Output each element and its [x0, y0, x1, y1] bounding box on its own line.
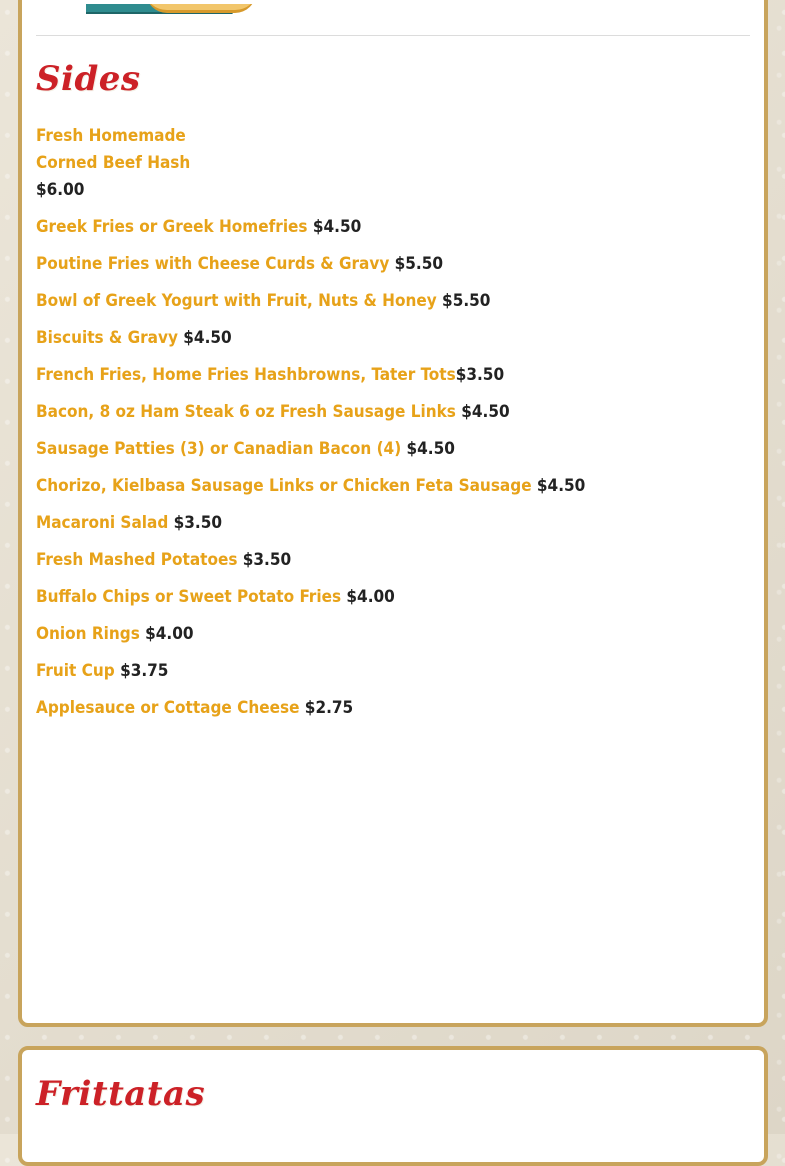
- menu-item-name: Greek Fries or Greek Homefries: [36, 217, 308, 237]
- menu-item-name: Biscuits & Gravy: [36, 328, 178, 348]
- sides-menu-list: [36, 123, 750, 732]
- frittatas-title: Frittatas: [36, 1074, 206, 1114]
- menu-item: [36, 214, 750, 241]
- menu-item-price: $5.50: [394, 254, 444, 274]
- menu-item: [36, 510, 750, 537]
- menu-item-name: Fresh Homemade Corned Beef Hash: [36, 126, 191, 173]
- menu-item-name: Bowl of Greek Yogurt with Fruit, Nuts & Honey: [36, 291, 437, 311]
- menu-item-price: $4.00: [346, 587, 395, 607]
- menu-item-name: Fruit Cup: [36, 661, 115, 681]
- menu-item-price: $3.50: [173, 513, 222, 533]
- menu-item-price: $4.50: [461, 402, 510, 422]
- menu-item-name: Poutine Fries with Cheese Curds & Gravy: [36, 254, 390, 274]
- menu-item-name: Chorizo, Kielbasa Sausage Links or Chicken Feta Sausage: [36, 476, 532, 496]
- menu-item: [36, 658, 750, 685]
- menu-item-name: Bacon, 8 oz Ham Steak 6 oz Fresh Sausage Links: [36, 402, 456, 422]
- menu-item-name: Onion Rings: [36, 624, 140, 644]
- logo-gold-plate: [146, 4, 256, 13]
- menu-item-price: $3.50: [455, 365, 505, 385]
- menu-item-price: $4.50: [183, 328, 232, 348]
- menu-item-price: $5.50: [442, 291, 491, 311]
- menu-item: [36, 621, 750, 648]
- logo-graphic: [86, 4, 256, 15]
- menu-item: [36, 251, 750, 278]
- menu-item-name: Buffalo Chips or Sweet Potato Fries: [36, 587, 342, 607]
- menu-item-price: $3.50: [242, 550, 292, 570]
- menu-item-name: Fresh Mashed Potatoes: [36, 550, 238, 570]
- frittatas-panel: [18, 1046, 768, 1166]
- sides-panel: [18, 0, 768, 1027]
- menu-item-name: Macaroni Salad: [36, 513, 169, 533]
- menu-item-price: $6.00: [36, 180, 85, 200]
- menu-item: [36, 123, 236, 204]
- menu-item: [36, 695, 750, 722]
- section-divider: [36, 35, 750, 36]
- sides-title: Sides: [36, 59, 141, 99]
- menu-item: [36, 325, 750, 352]
- menu-item-price: $4.50: [312, 217, 362, 237]
- menu-item-price: $4.00: [145, 624, 194, 644]
- menu-item: [36, 362, 750, 389]
- menu-item: [36, 473, 750, 500]
- menu-item: [36, 288, 750, 315]
- menu-item: [36, 547, 750, 574]
- menu-item-name: French Fries, Home Fries Hashbrowns, Tater Tots: [36, 365, 456, 385]
- menu-item-price: $3.75: [120, 661, 169, 681]
- menu-item: [36, 436, 750, 463]
- menu-item: [36, 584, 750, 611]
- menu-item-name: Applesauce or Cottage Cheese: [36, 698, 300, 718]
- menu-item: [36, 399, 750, 426]
- menu-item-price: $4.50: [536, 476, 586, 496]
- menu-item-name: Sausage Patties (3) or Canadian Bacon (4): [36, 439, 402, 459]
- menu-item-price: $2.75: [304, 698, 354, 718]
- menu-item-price: $4.50: [406, 439, 455, 459]
